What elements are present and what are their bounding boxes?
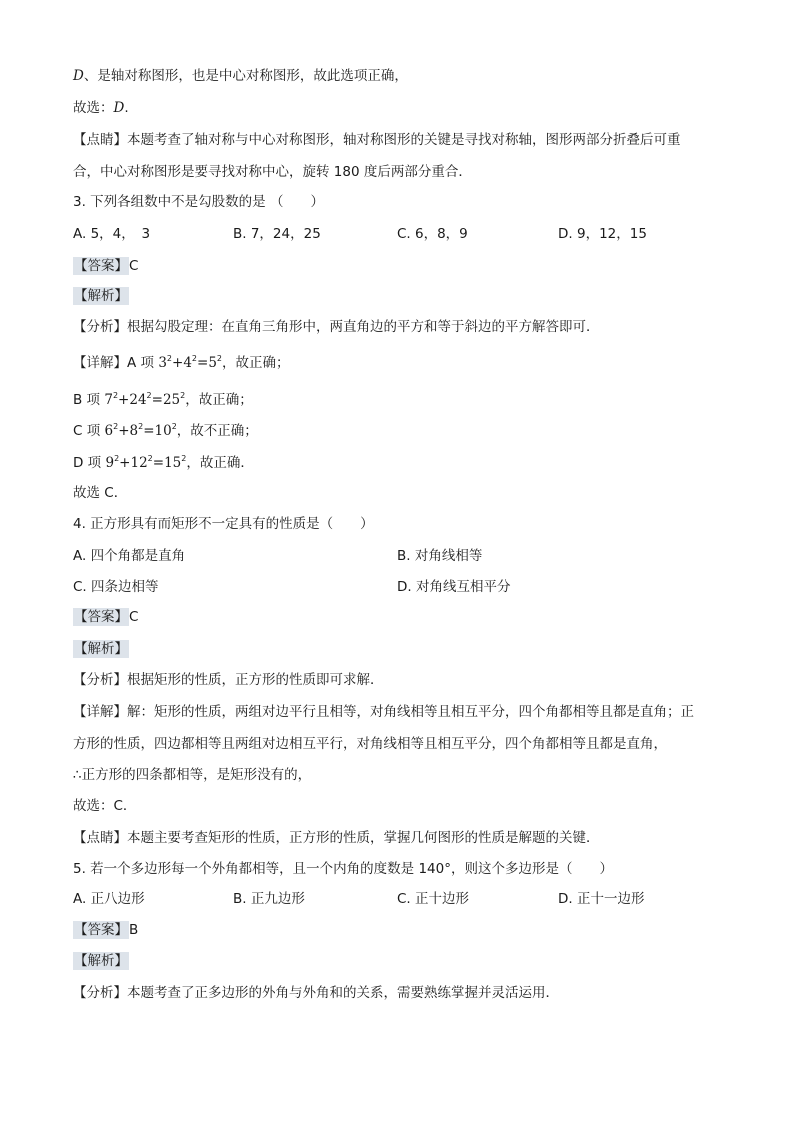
jiexi-tag: 【解析】: [74, 288, 128, 304]
q4-xiangjie-line-3: ∴正方形的四条都相等，是矩形没有的，: [73, 767, 312, 783]
q3-option-c: C. 6，8，9: [397, 226, 468, 242]
q4-conclusion: 故选：C．: [73, 798, 137, 814]
text-line-d-option-conclusion: D、是轴对称图形，也是中心对称图形，故此选项正确，: [73, 68, 408, 84]
q4-answer: 【答案】C: [74, 609, 139, 625]
q4-option-b: B. 对角线相等: [397, 548, 483, 564]
answer-tag: 【答案】: [74, 609, 128, 625]
question-4-stem: 4. 正方形具有而矩形不一定具有的性质是（ ）: [73, 516, 374, 532]
dianjing-tag: 【点睛】: [73, 132, 127, 148]
dianjing-paragraph-line-1: 【点睛】本题考查了轴对称与中心对称图形，轴对称图形的关键是寻找对称轴，图形两部分折叠后可重: [73, 132, 681, 148]
q4-dianjing: 【点睛】本题主要考查矩形的性质，正方形的性质，掌握几何图形的性质是解题的关键．: [73, 830, 600, 846]
q4-xiangjie-line-2: 方形的性质，四边都相等且两组对边相互平行，对角线相等且相互平分，四个角都相等且都是直角，: [73, 736, 667, 752]
answer-tag: 【答案】: [74, 258, 128, 274]
q5-option-c: C. 正十边形: [397, 891, 470, 907]
q3-fenxi: 【分析】根据勾股定理：在直角三角形中，两直角边的平方和等于斜边的平方解答即可．: [73, 319, 600, 335]
fenxi-tag: 【分析】: [73, 319, 127, 335]
q5-option-b: B. 正九边形: [233, 891, 305, 907]
q5-option-a: A. 正八边形: [73, 891, 145, 907]
xiangjie-tag: 【详解】: [73, 704, 127, 720]
q3-conclusion: 故选 C．: [73, 485, 128, 501]
question-5-stem: 5. 若一个多边形每一个外角都相等，且一个内角的度数是 140°，则这个多边形是（ ）: [73, 861, 613, 877]
q3-xiangjie-b: B 项 $7^2+24^2=25^2$，故正确；: [73, 391, 253, 408]
q3-xiangjie-c: C 项 $6^2+8^2=10^2$，故不正确；: [73, 422, 258, 439]
q3-option-a: A. 5，4， 3: [73, 226, 151, 242]
fenxi-tag: 【分析】: [73, 985, 127, 1001]
answer-tag: 【答案】: [74, 922, 128, 938]
q3-option-d: D. 9，12，15: [558, 226, 647, 242]
q4-fenxi: 【分析】根据矩形的性质，正方形的性质即可求解．: [73, 672, 384, 688]
q4-xiangjie-line-1: 【详解】解：矩形的性质，两组对边平行且相等，对角线相等且相互平分，四个角都相等且都是直角；正: [73, 704, 694, 720]
q5-option-d: D. 正十一边形: [558, 891, 645, 907]
jiexi-tag: 【解析】: [74, 641, 128, 657]
q5-jiexi: [73, 952, 129, 970]
q3-jiexi: [73, 287, 129, 305]
q5-answer: 【答案】B: [74, 922, 139, 938]
q3-xiangjie-a: 【详解】A 项 $3^2+4^2=5^2$，故正确；: [73, 354, 290, 371]
q5-fenxi: 【分析】本题考查了正多边形的外角与外角和的关系，需要熟练掌握并灵活运用．: [73, 985, 559, 1001]
fenxi-tag: 【分析】: [73, 672, 127, 688]
question-3-stem: 3. 下列各组数中不是勾股数的是 （ ）: [73, 194, 324, 210]
text-line-choose-d: 故选：D.: [73, 100, 129, 116]
xiangjie-tag: 【详解】: [73, 355, 127, 371]
q4-option-d: D. 对角线互相平分: [397, 579, 511, 595]
q4-jiexi: [73, 640, 129, 658]
variable-d: D: [73, 68, 84, 84]
q3-answer: 【答案】C: [74, 258, 139, 274]
q3-xiangjie-d: D 项 $9^2+12^2=15^2$，故正确．: [73, 454, 254, 471]
q3-option-b: B. 7，24，25: [233, 226, 321, 242]
q4-option-a: A. 四个角都是直角: [73, 548, 186, 564]
jiexi-tag: 【解析】: [74, 953, 128, 969]
q4-option-c: C. 四条边相等: [73, 579, 159, 595]
dianjing-tag: 【点睛】: [73, 830, 127, 846]
dianjing-paragraph-line-2: 合，中心对称图形是要寻找对称中心，旋转 180 度后两部分重合．: [73, 164, 472, 180]
